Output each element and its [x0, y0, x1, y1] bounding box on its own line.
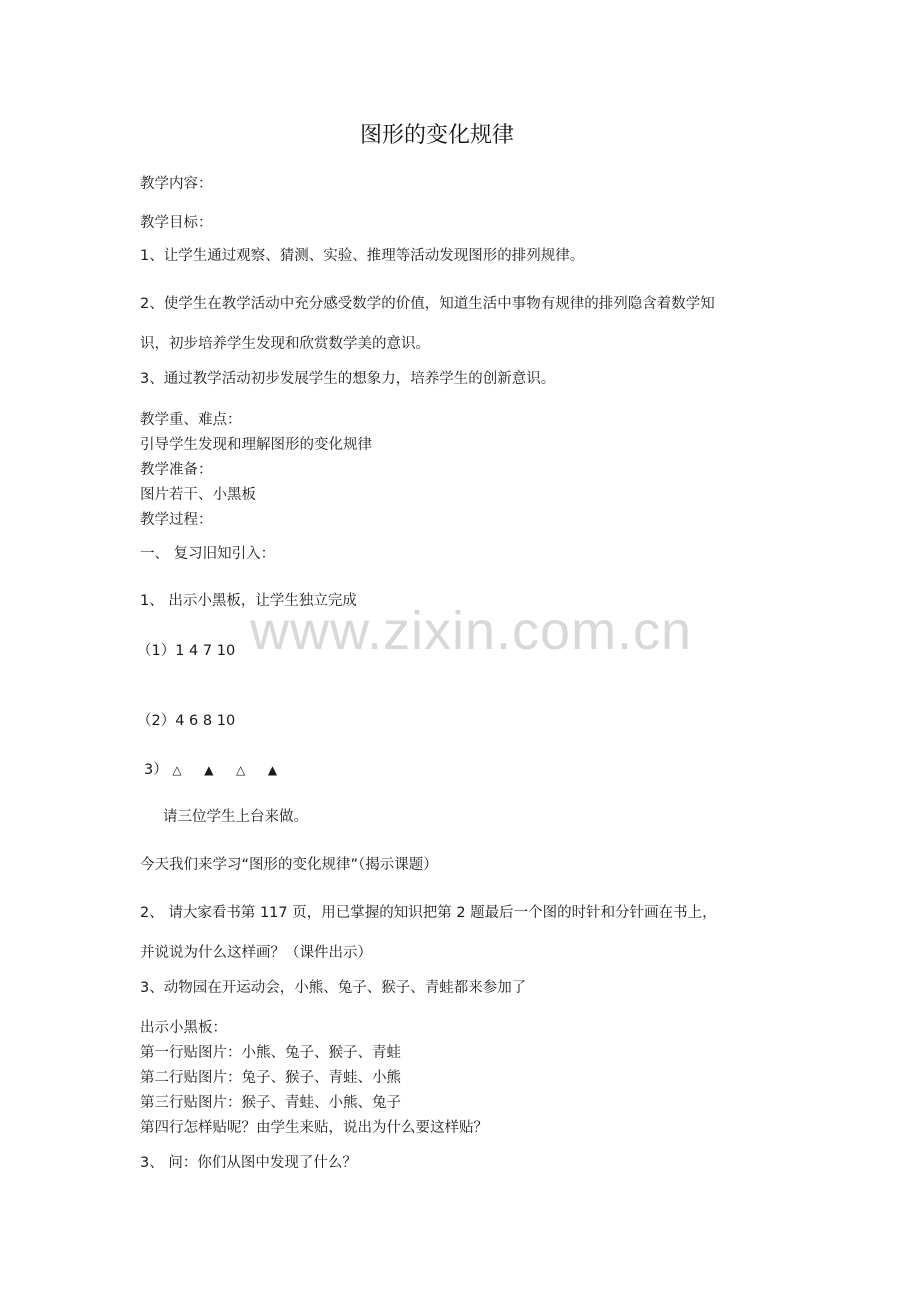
text-line: 2、 请大家看书第 117 页，用已掌握的知识把第 2 题最后一个图的时针和分针画在书上， — [140, 905, 717, 921]
text-line: 1、 出示小黑板，让学生独立完成 — [140, 593, 357, 609]
text-line: （2）4 6 8 10 — [137, 713, 236, 729]
text-line: 教学准备： — [140, 462, 213, 478]
text-line: 第三行贴图片：猴子、青蛙、小熊、兔子 — [140, 1095, 401, 1111]
text-line: 第一行贴图片：小熊、兔子、猴子、青蛙 — [140, 1045, 401, 1061]
text-line: 3、 问：你们从图中发现了什么？ — [140, 1155, 357, 1171]
text-line: 1、让学生通过观察、猜测、实验、推理等活动发现图形的排列规律。 — [140, 248, 585, 264]
watermark: www.zixin.com.cn — [250, 601, 693, 661]
text-line: 并说说为什么这样画？（课件出示） — [140, 945, 372, 961]
text-line: 第四行怎样贴呢？由学生来贴，说出为什么要这样贴？ — [140, 1120, 488, 1136]
text-line: 一、 复习旧知引入： — [140, 546, 276, 562]
text-line: 3、通过教学活动初步发展学生的想象力，培养学生的创新意识。 — [140, 371, 556, 387]
text-line: 教学重、难点： — [140, 412, 242, 428]
hollow-triangle-icon: △ — [172, 763, 182, 777]
text-line: 出示小黑板： — [140, 1020, 227, 1036]
text-line: 教学目标： — [140, 215, 213, 231]
text-line: （1）1 4 7 10 — [137, 643, 236, 659]
text-line: 2、使学生在教学活动中充分感受数学的价值，知道生活中事物有规律的排列隐含着数学知 — [140, 296, 715, 312]
text-line: 图片若干、小黑板 — [140, 487, 256, 503]
item-prefix: 3） — [144, 762, 168, 778]
text-line: 教学内容： — [140, 176, 213, 192]
text-line: 教学过程： — [140, 512, 213, 528]
text-line: 请三位学生上台来做。 — [163, 809, 308, 825]
text-line: 今天我们来学习“图形的变化规律”（揭示课题） — [140, 857, 438, 873]
text-line: 3、动物园在开运动会，小熊、兔子、猴子、青蛙都来参加了 — [140, 980, 527, 996]
shape-sequence-line — [144, 760, 295, 780]
hollow-triangle-icon: △ — [236, 763, 246, 777]
filled-triangle-icon: ▲ — [267, 763, 278, 777]
document-title: 图形的变化规律 — [359, 123, 514, 148]
text-line: 第二行贴图片：兔子、猴子、青蛙、小熊 — [140, 1070, 401, 1086]
text-line: 引导学生发现和理解图形的变化规律 — [140, 437, 372, 453]
text-line: 识，初步培养学生发现和欣赏数学美的意识。 — [140, 336, 430, 352]
filled-triangle-icon: ▲ — [204, 763, 214, 777]
